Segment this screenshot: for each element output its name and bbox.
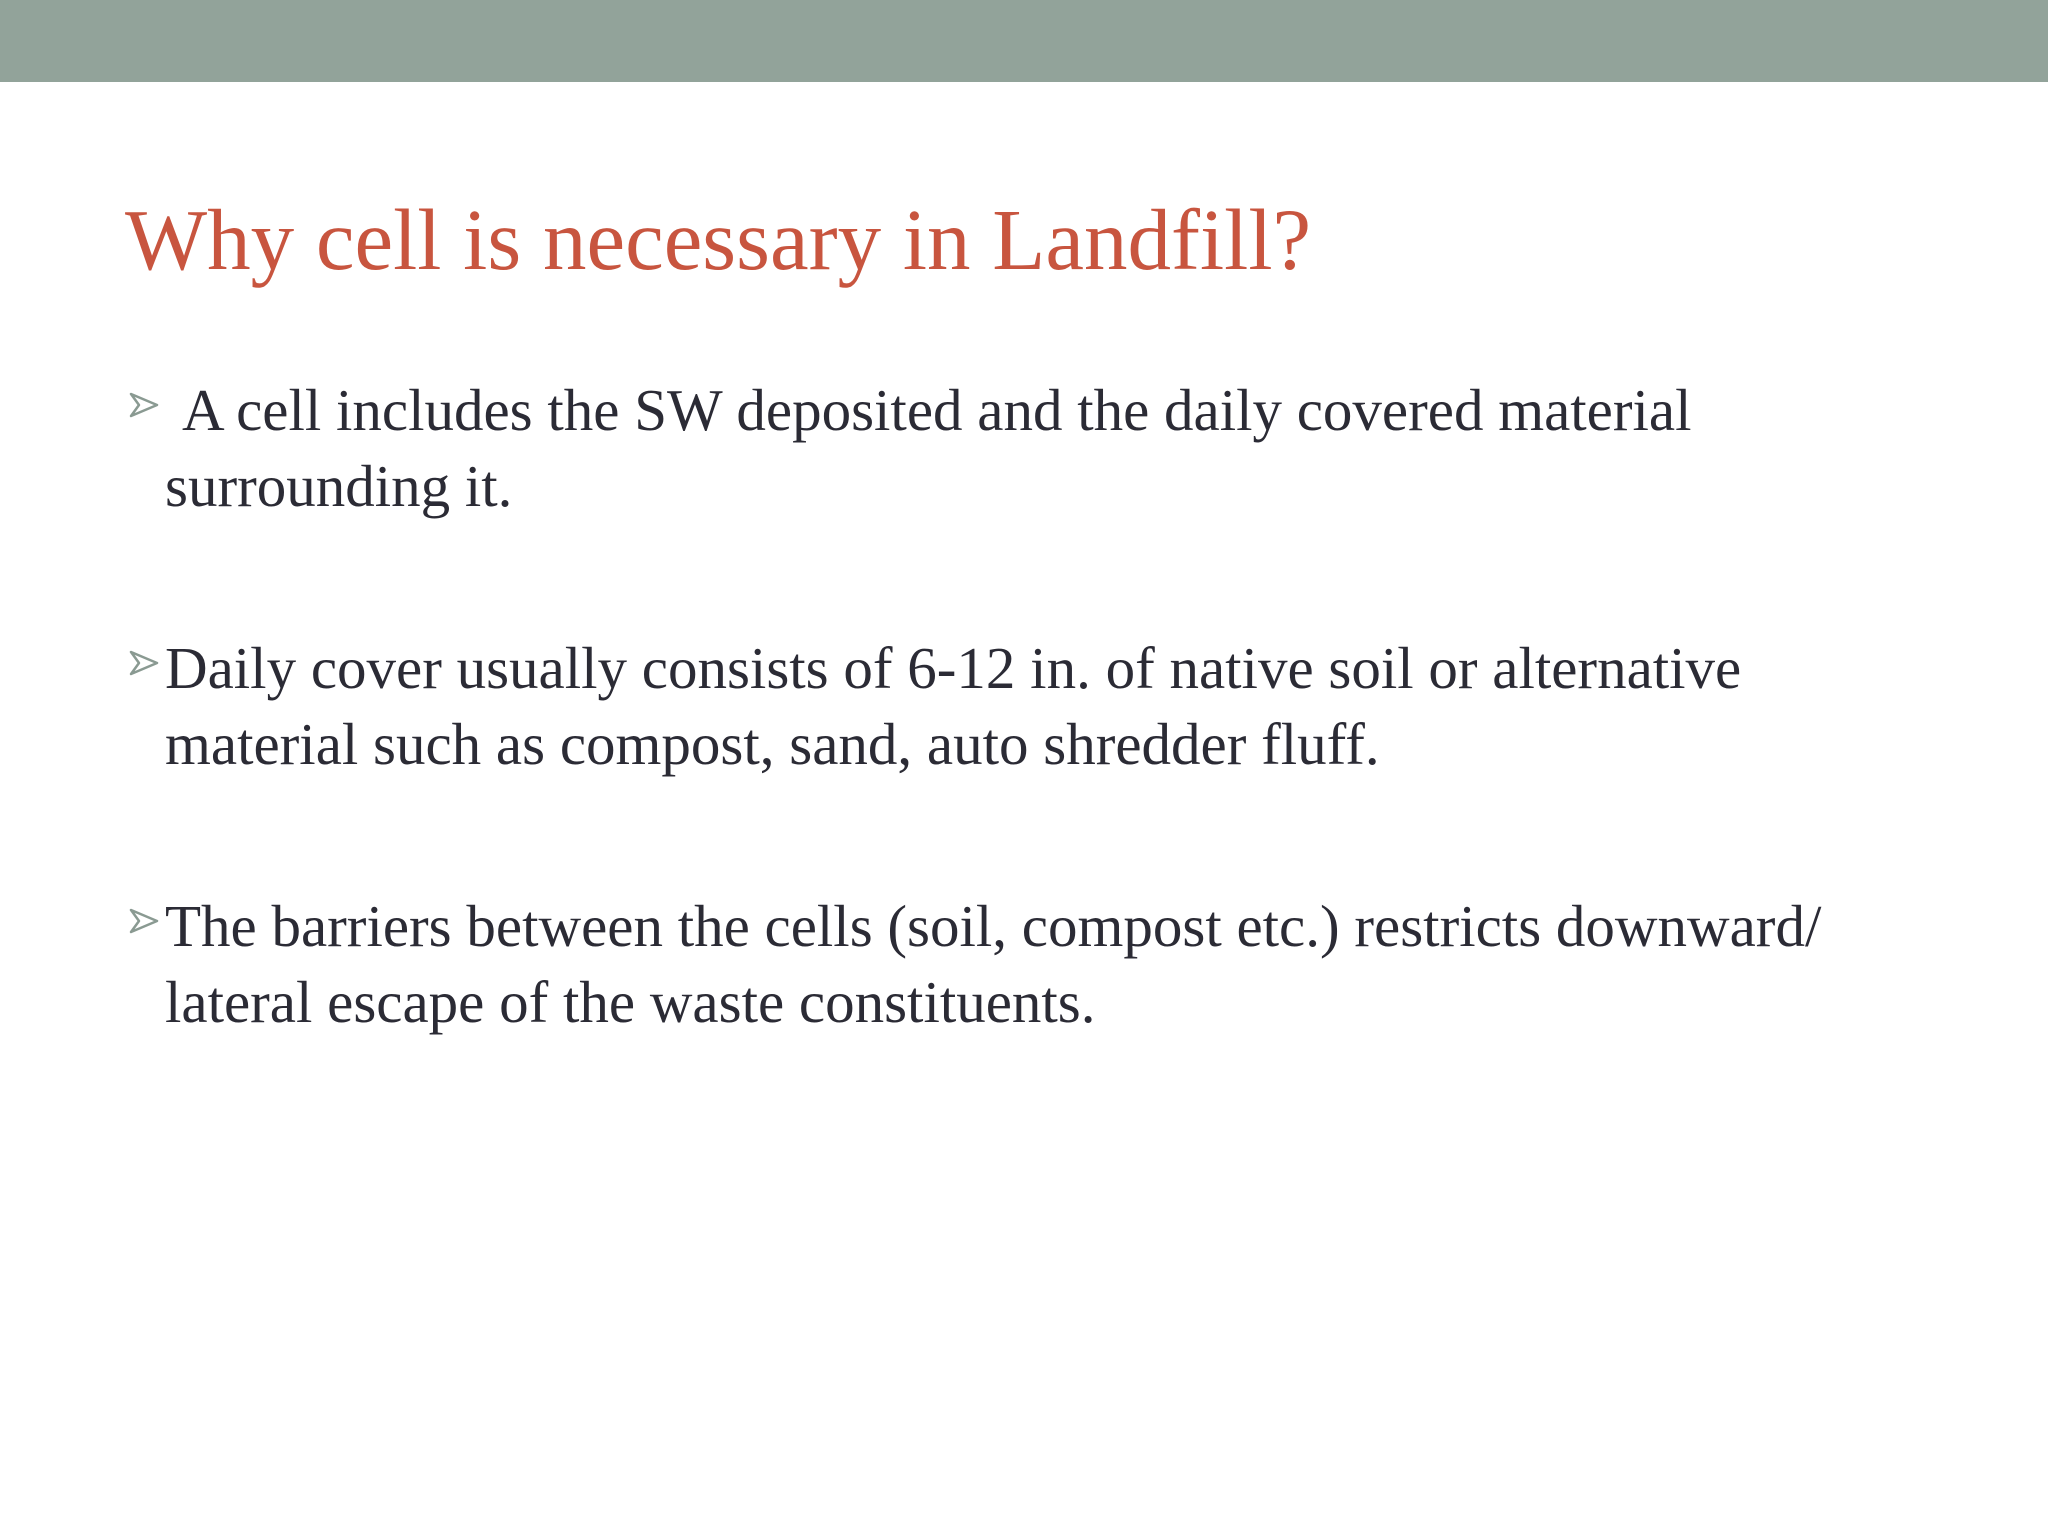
bullet-list <box>125 372 1945 1146</box>
bullet-item <box>125 630 1945 782</box>
arrowhead-bullet-icon <box>129 648 159 678</box>
bullet-text: Daily cover usually consists of 6-12 in. of native soil or alternative material such as compost, sand, auto shredder fluff. <box>165 635 1742 777</box>
slide-title: Why cell is necessary in Landfill? <box>125 191 1312 288</box>
arrowhead-bullet-icon <box>129 906 159 936</box>
top-accent-bar <box>0 0 2048 82</box>
arrowhead-bullet-icon <box>129 390 159 420</box>
bullet-text: The barriers between the cells (soil, compost etc.) restricts downward/ lateral escape of the waste constituents. <box>165 893 1822 1035</box>
bullet-text: A cell includes the SW deposited and the daily covered material surrounding it. <box>165 377 1692 519</box>
bullet-item <box>125 888 1945 1040</box>
bullet-item <box>125 372 1945 524</box>
